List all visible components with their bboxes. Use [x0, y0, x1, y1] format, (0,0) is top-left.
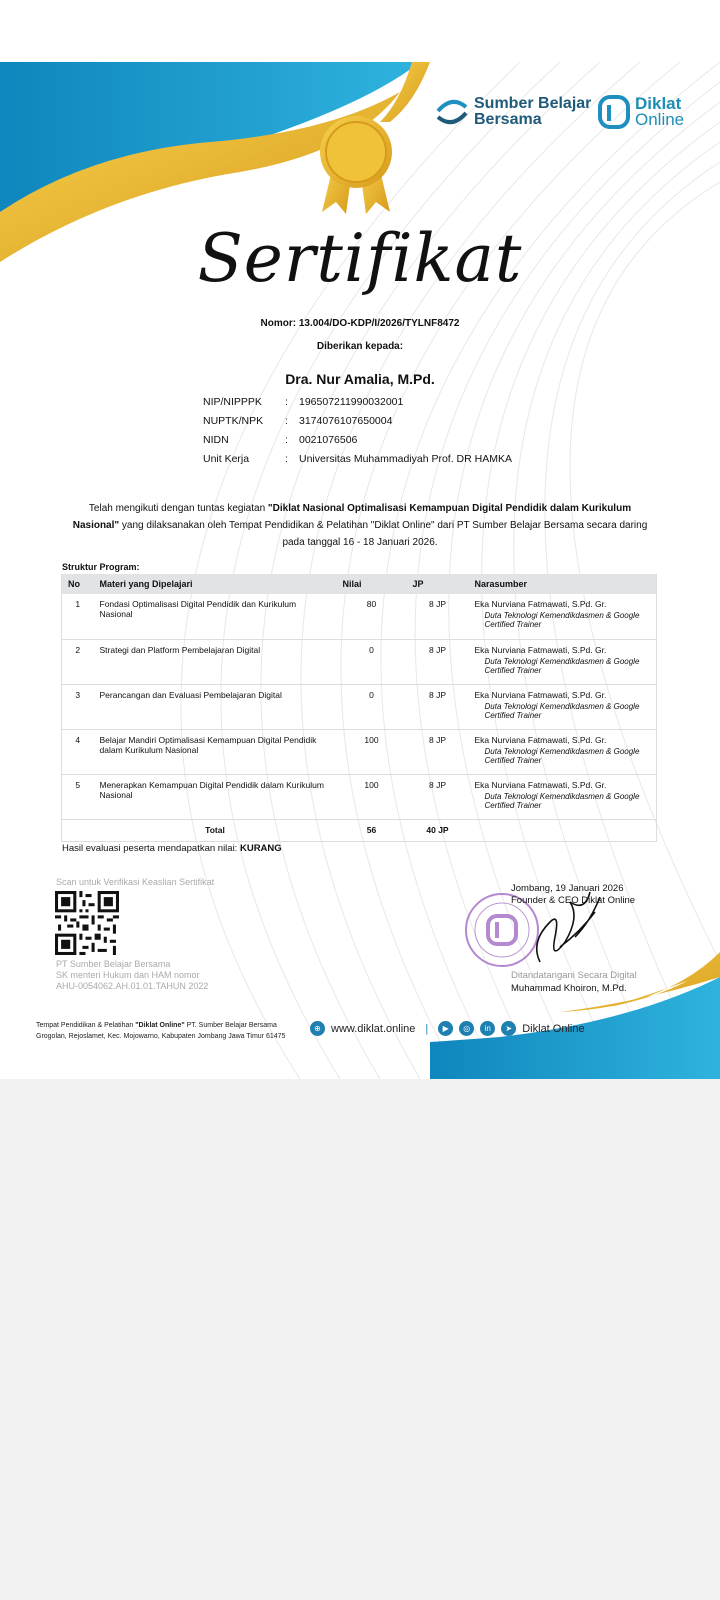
youtube-icon[interactable]: ▶: [438, 1021, 453, 1036]
footer-links: [310, 1021, 585, 1036]
telegram-icon[interactable]: ➤: [501, 1021, 516, 1036]
legal-ahu: AHU-0054062.AH.01.01.TAHUN 2022: [56, 981, 209, 991]
sbb-logo-icon: [436, 99, 468, 125]
col-narasumber: Narasumber: [469, 574, 657, 594]
identity-value: Universitas Muhammadiyah Prof. DR HAMKA: [299, 453, 512, 465]
footer-line1: Tempat Pendidikan & Pelatihan "Diklat Online" PT. Sumber Belajar Bersama: [36, 1022, 277, 1029]
globe-icon: ⊕: [310, 1021, 325, 1036]
diklat-online-logo-icon: [598, 95, 630, 129]
social-name: Diklat Online: [522, 1022, 585, 1035]
top-whitespace: [0, 0, 720, 62]
identity-row: Unit Kerja : Universitas Muhammadiyah Prof. DR HAMKA: [203, 453, 512, 465]
statement-paragraph: Telah mengikuti dengan tuntas kegiatan "Diklat Nasional Optimalisasi Kemampuan Digital Pendidik dalam Kurikulum Nasional" yang dilaksanakan oleh Tempat Pendidikan & Pelatihan "Diklat Online" dari PT Sumber Belajar Bersama secara daring pada tanggal 16 - 18 Januari 2026.: [72, 503, 648, 548]
footer-line2: Grogolan, Rejoslamet, Kec. Mojowarno, Kabupaten Jombang Jawa Timur 61475: [36, 1033, 286, 1040]
identity-label: Unit Kerja: [203, 453, 250, 465]
program-section-title: Struktur Program:: [62, 562, 140, 572]
col-no: No: [62, 574, 94, 594]
legal-company: PT Sumber Belajar Bersama: [56, 959, 171, 969]
certificate: [0, 62, 720, 1079]
divider: |: [425, 1022, 429, 1035]
table-header-row: [62, 574, 657, 594]
course-name: "Diklat Nasional Optimalisasi Kemampuan Digital Pendidik dalam Kurikulum Nasional": [72, 503, 632, 531]
col-jp: JP: [407, 574, 469, 594]
certificate-title: Sertifikat: [197, 220, 523, 297]
identity-row: NIP/NIPPPK : 196507211990032001: [203, 396, 404, 408]
linkedin-icon[interactable]: in: [480, 1021, 495, 1036]
identity-value: 0021076506: [299, 434, 358, 446]
col-materi: Materi yang Dipelajari: [94, 574, 337, 594]
identity-label: NUPTK/NPK: [203, 415, 264, 427]
identity-value: 196507211990032001: [299, 396, 404, 408]
signature-date: Jombang, 19 Januari 2026: [511, 883, 624, 894]
table-row: 5 Menerapkan Kemampuan Digital Pendidik dalam Kurikulum Nasional 100 8 JP Eka Nurviana Fatmawati, S.Pd. Gr. Duta Teknologi Kemendikdasmen & Google Certified Trainer: [62, 774, 657, 819]
signature-role: Founder & CEO Diklat Online: [511, 895, 636, 906]
identity-row: NIDN : 0021076506: [203, 434, 358, 446]
identity-row: NUPTK/NPK : 3174076107650004: [203, 415, 393, 427]
table-row: 4 Belajar Mandiri Optimalisasi Kemampuan Digital Pendidik dalam Kurikulum Nasional 100 8 JP Eka Nurviana Fatmawati, S.Pd. Gr. Duta Teknologi Kemendikdasmen & Google Certified Trainer: [62, 729, 657, 774]
table-row: 3 Perancangan dan Evaluasi Pembelajaran Digital 0 8 JP Eka Nurviana Fatmawati, S.Pd. Gr. Duta Teknologi Kemendikdasmen & Google Certified Trainer: [62, 684, 657, 729]
qr-code[interactable]: [55, 891, 119, 955]
table-row: 1 Fondasi Optimalisasi Digital Pendidik dan Kurikulum Nasional 80 8 JP Eka Nurviana Fatmawati, S.Pd. Gr. Duta Teknologi Kemendikdasmen & Google Certified Trainer: [62, 594, 657, 639]
table-total-row: Total 56 40 JP: [62, 819, 657, 841]
signature-digital-note: Ditandatangani Secara Digital: [511, 970, 637, 981]
brand-sumber-belajar-bersama: [436, 92, 591, 132]
identity-label: NIDN: [203, 434, 229, 446]
col-nilai: Nilai: [337, 574, 407, 594]
footer-address: [36, 1020, 285, 1042]
recipient-name: Dra. Nur Amalia, M.Pd.: [285, 371, 435, 387]
brand-sbb-line2: Bersama: [474, 111, 542, 128]
signatory-name: Muhammad Khoiron, M.Pd.: [511, 983, 627, 994]
table-row: 2 Strategi dan Platform Pembelajaran Digital 0 8 JP Eka Nurviana Fatmawati, S.Pd. Gr. Duta Teknologi Kemendikdasmen & Google Certified Trainer: [62, 639, 657, 684]
instagram-icon[interactable]: ◎: [459, 1021, 474, 1036]
certificate-number: Nomor: 13.004/DO-KDP/I/2026/TYLNF8472: [260, 318, 460, 329]
brand-sbb-line1: Sumber Belajar: [474, 95, 592, 112]
legal-sk: SK menteri Hukum dan HAM nomor: [56, 970, 200, 980]
program-table: [61, 574, 657, 842]
handwritten-signature: [520, 882, 610, 972]
given-to-label: Diberikan kepada:: [316, 341, 404, 352]
brand-diklat-online: [598, 92, 684, 132]
evaluation-grade: KURANG: [239, 843, 282, 854]
identity-label: NIP/NIPPPK: [203, 396, 262, 408]
brand-do-line2: Online: [635, 110, 685, 129]
website-link[interactable]: www.diklat.online: [331, 1022, 416, 1035]
identity-value: 3174076107650004: [299, 415, 393, 427]
brand-do-line1: Diklat: [635, 94, 682, 113]
evaluation-result: Hasil evaluasi peserta mendapatkan nilai: KURANG: [62, 843, 282, 854]
scan-verification-label: Scan untuk Verifikasi Keaslian Sertifikat: [56, 877, 215, 887]
